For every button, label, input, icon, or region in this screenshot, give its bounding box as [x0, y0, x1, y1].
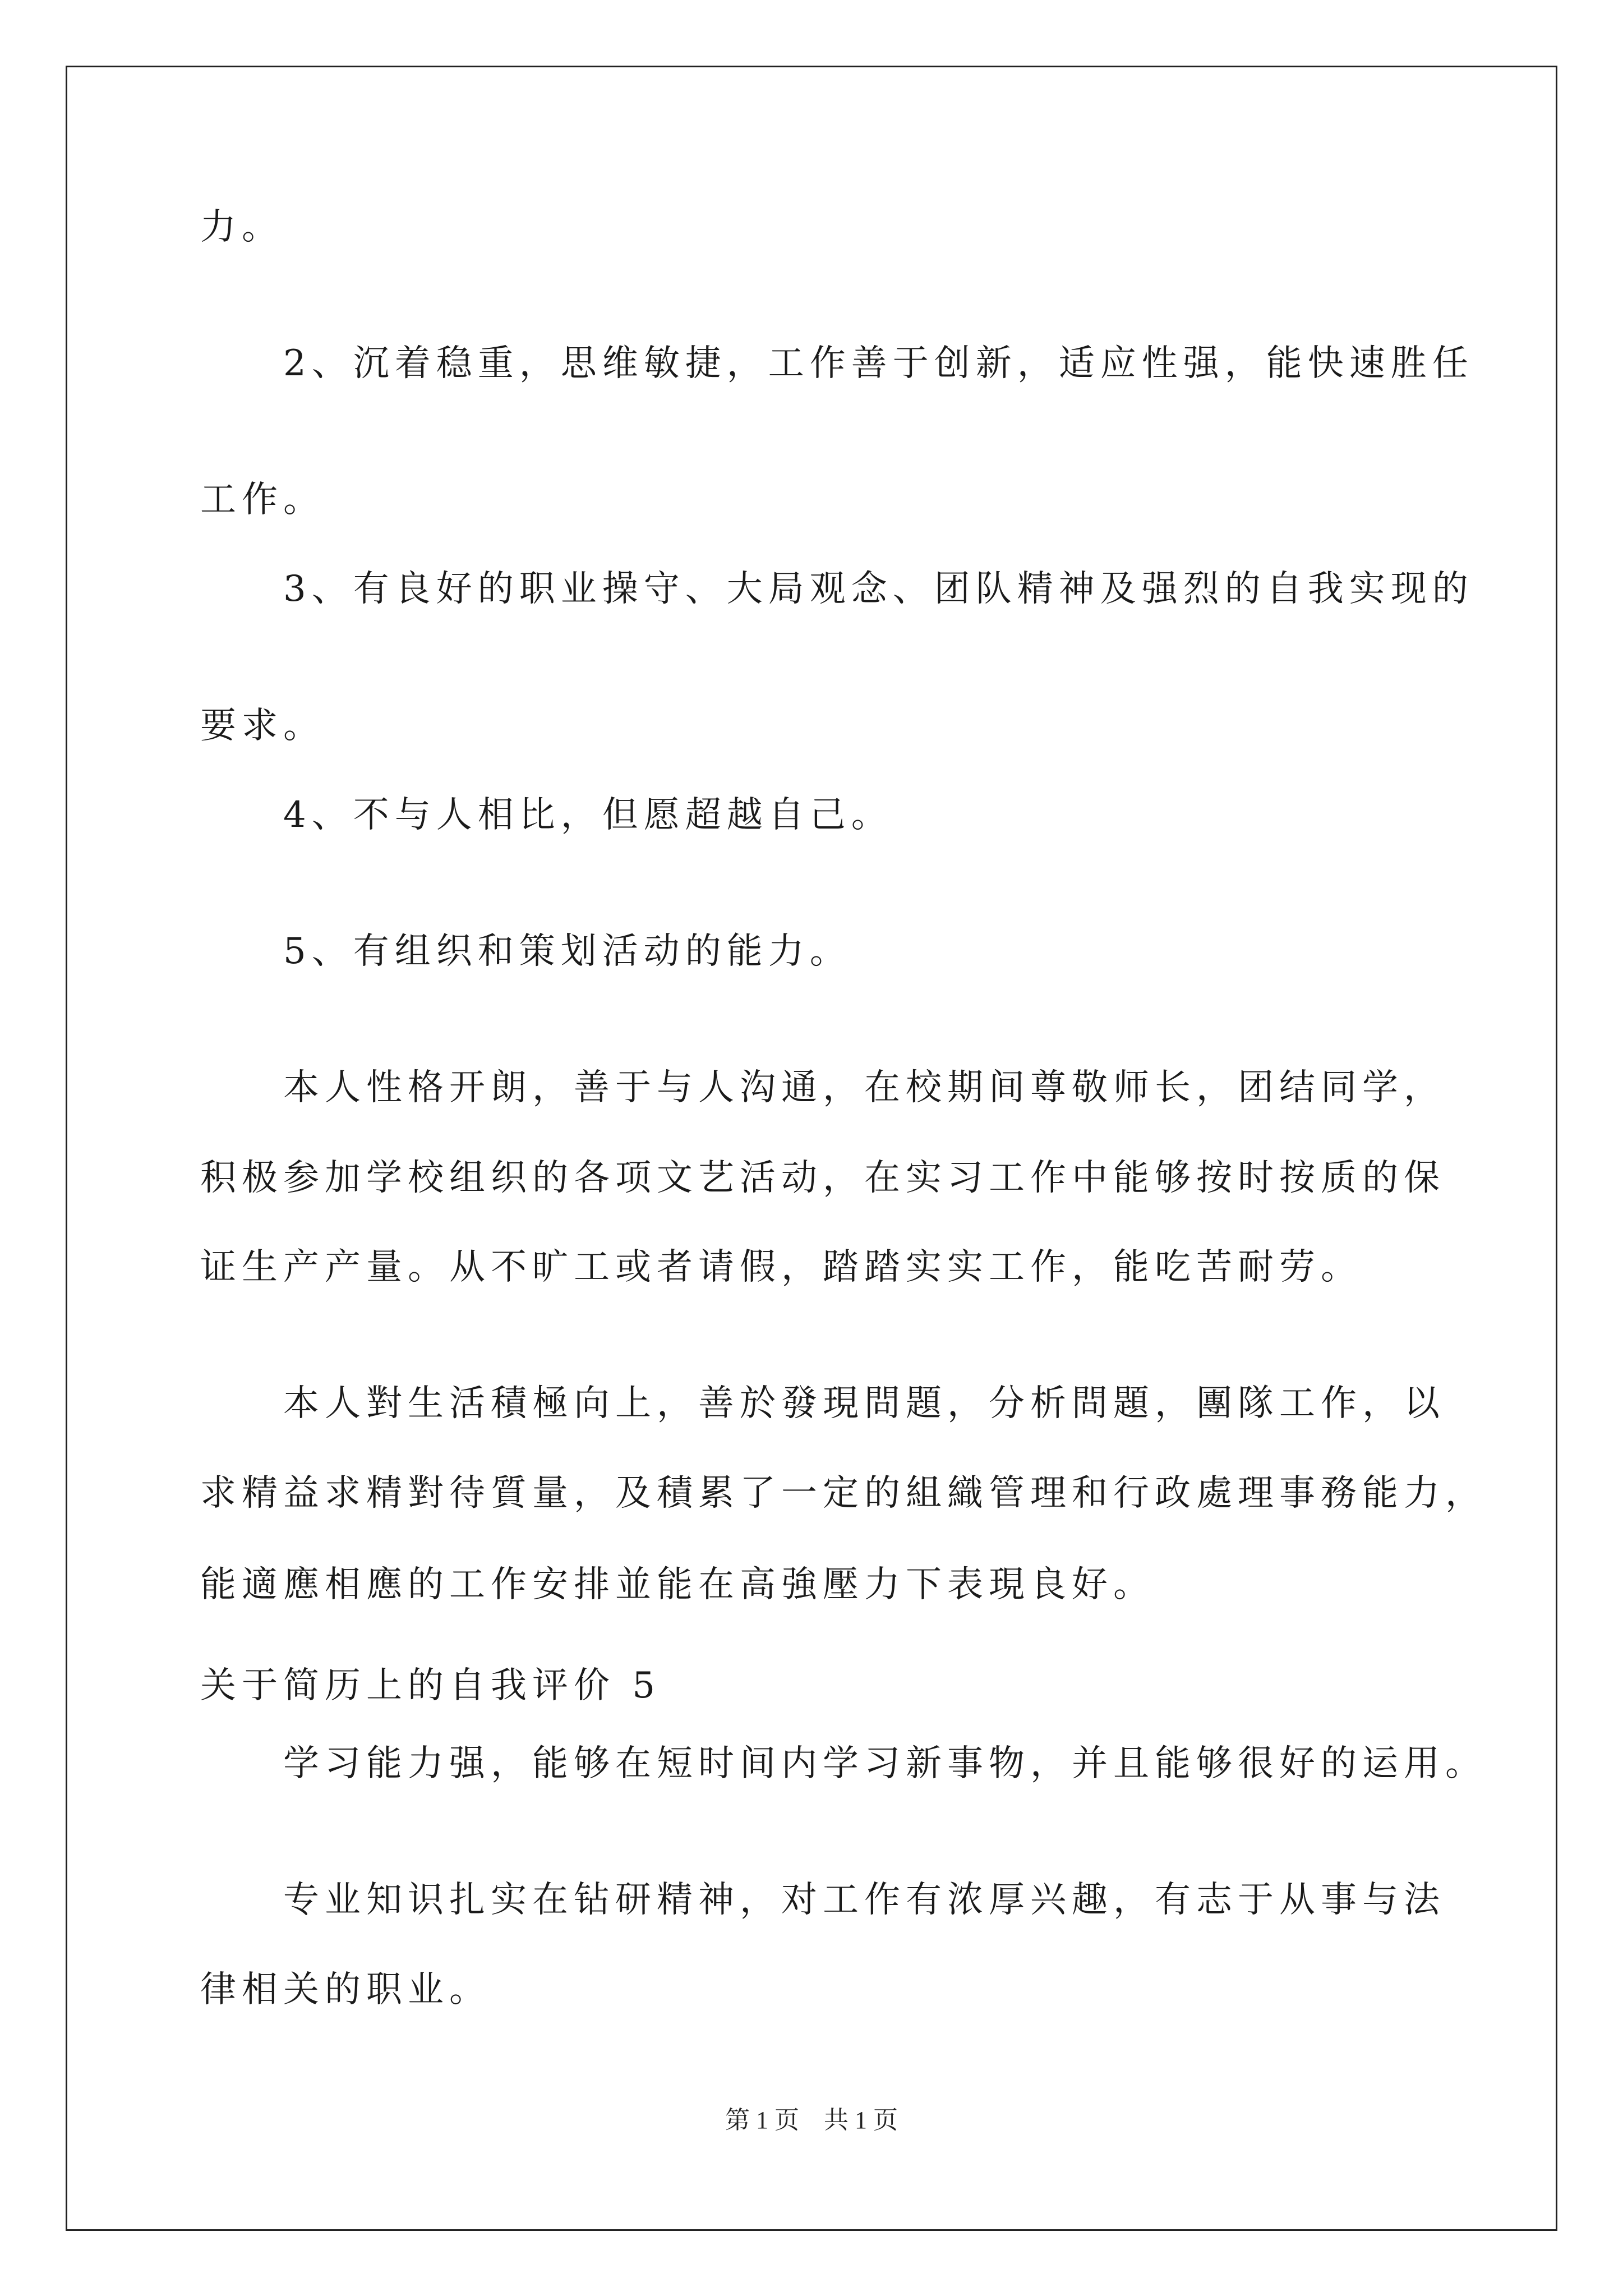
text-line: 专业知识扎实在钻研精神，对工作有浓厚兴趣，有志于从事与法	[283, 1879, 1445, 1921]
text-line: 本人性格开朗，善于与人沟通，在校期间尊敬师长，团结同学，	[283, 1067, 1445, 1108]
text-line: 4、不与人相比，但愿超越自己。	[283, 794, 893, 836]
text-line: 律相关的职业。	[200, 1969, 491, 2010]
page-footer: 第 1 页 共 1 页	[725, 2106, 898, 2134]
text-line: 证生产产量。从不旷工或者请假，踏踏实实工作，能吃苦耐劳。	[200, 1246, 1362, 1288]
text-line: 学习能力强，能够在短时间内学习新事物，并且能够很好的运用。	[283, 1743, 1487, 1784]
text-line: 力。	[200, 206, 283, 248]
text-line: 2、沉着稳重，思维敏捷，工作善于创新，适应性强，能快速胜任	[283, 343, 1474, 384]
text-line: 要求。	[200, 705, 325, 747]
text-line: 积极参加学校组织的各项文艺活动，在实习工作中能够按时按质的保	[200, 1157, 1445, 1199]
section-heading: 关于简历上的自我评价 5	[200, 1665, 661, 1706]
text-line: 5、有组织和策划活动的能力。	[283, 931, 851, 972]
text-line: 能適應相應的工作安排並能在高強壓力下表現良好。	[200, 1564, 1155, 1605]
text-line: 求精益求精對待質量，及積累了一定的組織管理和行政處理事務能力，	[200, 1473, 1487, 1514]
text-line: 3、有良好的职业操守、大局观念、团队精神及强烈的自我实现的	[283, 568, 1474, 610]
text-line: 工作。	[200, 479, 325, 521]
text-line: 本人對生活積極向上，善於發現問題，分析問題，團隊工作，以	[283, 1383, 1445, 1424]
